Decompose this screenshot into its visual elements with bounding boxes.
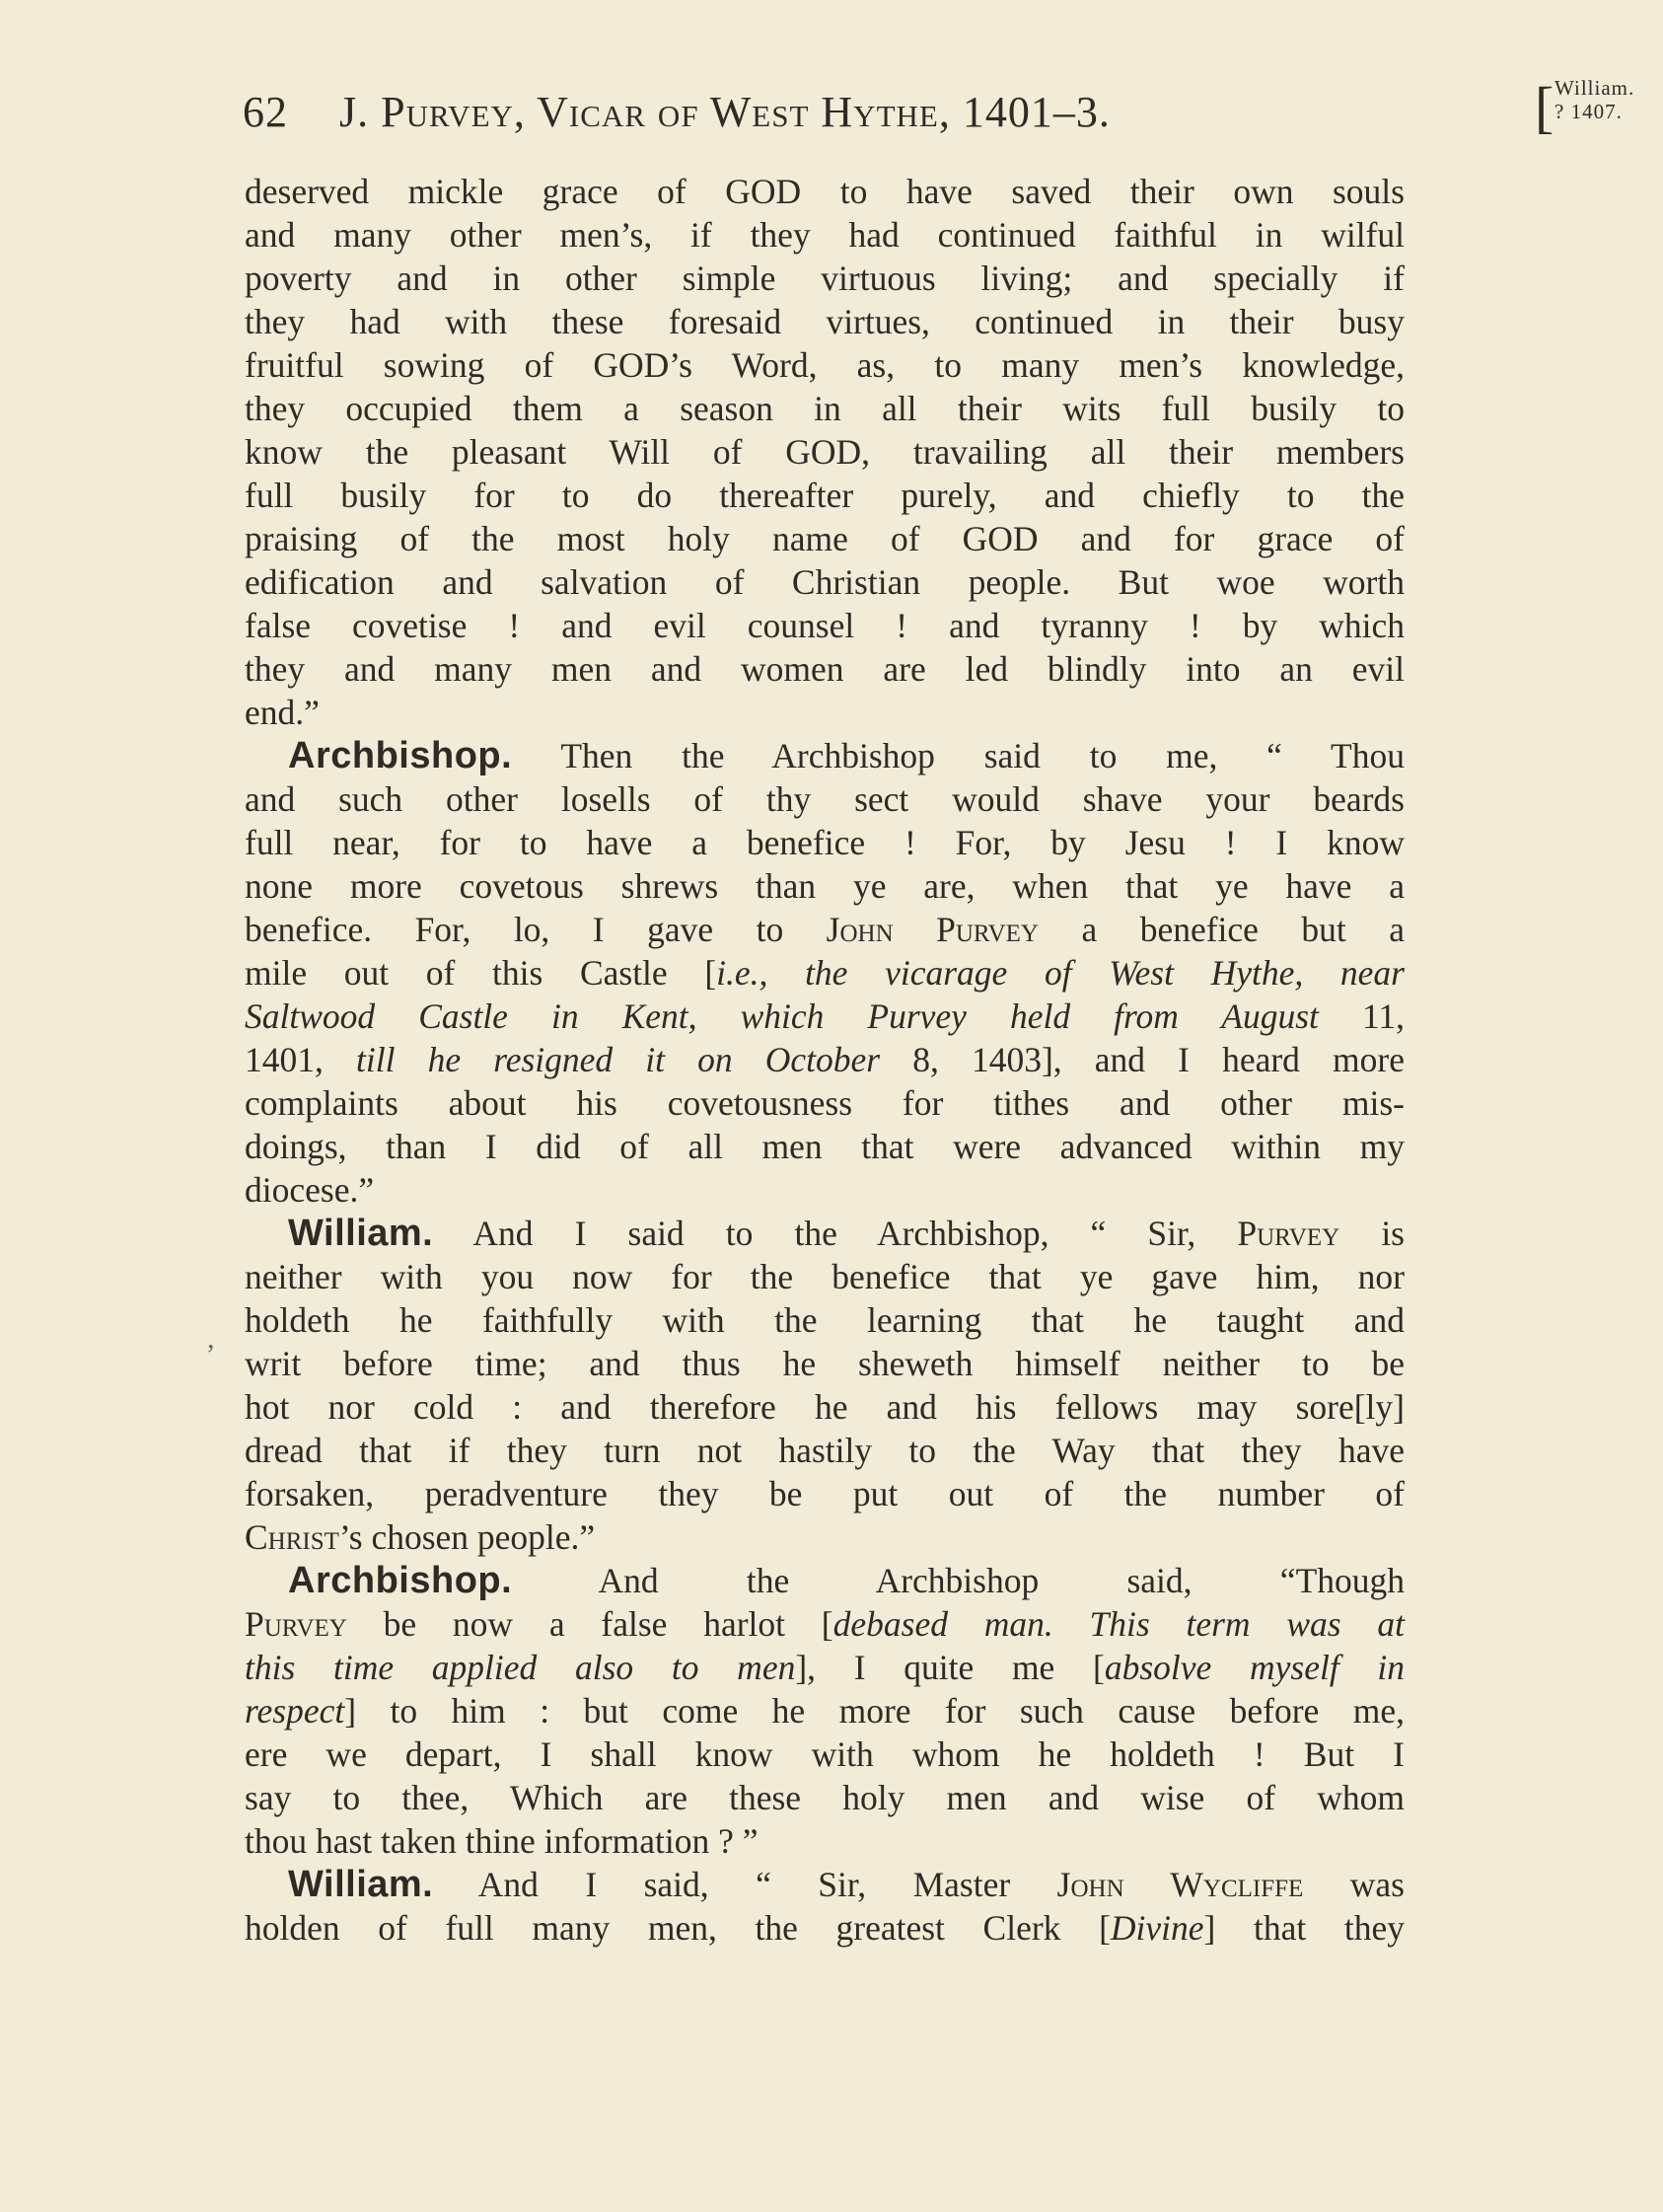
text-run: full near, for to have a benefice ! For, by Jesu ! I know <box>245 823 1405 862</box>
text-run: And I said, “ Sir, Master <box>433 1865 1057 1904</box>
text-run: say to thee, Which are these holy men and wise of whom <box>245 1778 1405 1817</box>
margin-mark: , <box>207 1322 215 1355</box>
speaker-label: William. <box>288 1864 434 1905</box>
text-run: end.” <box>245 693 320 732</box>
italic-text: till he resigned it on October <box>356 1040 881 1079</box>
text-run: benefice. For, lo, I gave to <box>245 910 827 949</box>
text-line <box>245 474 1405 517</box>
text-run: is <box>1339 1214 1405 1253</box>
text-line <box>245 560 1405 604</box>
text-run: ], I quite me [ <box>795 1648 1105 1687</box>
text-run: edification and salvation of Christian people. But woe worth <box>245 562 1405 602</box>
text-run: dread that if they turn not hastily to the Way that they have <box>245 1431 1405 1470</box>
speaker-label: Archbishop. <box>288 735 513 776</box>
text-line <box>245 1819 1405 1863</box>
text-line <box>245 1168 1405 1212</box>
text-line <box>245 777 1405 821</box>
text-run: and many other men’s, if they had continued faithful in wilful <box>245 215 1405 255</box>
text-run: Purvey <box>245 1604 347 1644</box>
body-text <box>245 170 1405 1950</box>
text-run: 11, <box>1318 996 1406 1036</box>
text-line <box>245 1863 1405 1906</box>
text-run: they occupied them a season in all their wits full busily to <box>245 389 1405 428</box>
speaker-label: William. <box>288 1213 434 1254</box>
text-run: ] to him : but come he more for such cause before me, <box>344 1691 1405 1731</box>
text-run: holden of full many men, the greatest Clerk [ <box>245 1908 1111 1948</box>
text-run: they and many men and women are led blindly into an evil <box>245 649 1405 689</box>
text-line <box>245 647 1405 691</box>
text-run: diocese.” <box>245 1170 375 1210</box>
text-run: John Purvey <box>826 910 1039 949</box>
text-run: forsaken, peradventure they be put out of the number of <box>245 1474 1405 1513</box>
text-line <box>245 1689 1405 1733</box>
text-run: mile out of this Castle [ <box>245 953 717 993</box>
text-run: thou hast taken thine information ? ” <box>245 1821 759 1861</box>
text-line <box>245 1255 1405 1298</box>
text-line <box>245 213 1405 257</box>
date-year: ? 1407. <box>1555 100 1623 123</box>
italic-text: Saltwood Castle in Kent, which Purvey held from August <box>245 996 1319 1036</box>
text-line <box>245 1906 1405 1950</box>
date-bracket <box>1535 75 1663 139</box>
text-line <box>245 951 1405 995</box>
text-run: neither with you now for the benefice that ye gave him, nor <box>245 1257 1405 1296</box>
text-run: full busily for to do thereafter purely, and chiefly to the <box>245 476 1405 515</box>
text-run: doings, than I did of all men that were advanced within my <box>245 1127 1405 1166</box>
text-run: and such other losells of thy sect would shave your beards <box>245 779 1405 819</box>
text-line <box>245 300 1405 343</box>
text-run: 1401, <box>245 1040 356 1079</box>
bracket-glyph: [ <box>1535 75 1555 139</box>
speaker-label: Archbishop. <box>288 1560 513 1601</box>
text-line <box>245 1733 1405 1776</box>
text-line <box>245 1212 1405 1255</box>
text-run: be now a false harlot [ <box>346 1604 833 1644</box>
text-line <box>245 1429 1405 1472</box>
text-run: And the Archbishop said, “Though <box>512 1561 1405 1600</box>
text-line <box>245 1385 1405 1429</box>
text-line <box>245 604 1405 647</box>
text-line <box>245 1559 1405 1602</box>
text-run: false covetise ! and evil counsel ! and tyranny ! by which <box>245 606 1405 645</box>
italic-text: respect <box>245 1691 345 1731</box>
page-number: 62 <box>243 88 288 136</box>
text-line <box>245 734 1405 777</box>
text-run: ] that they <box>1203 1908 1405 1948</box>
running-header <box>243 67 1635 139</box>
text-line <box>245 387 1405 430</box>
text-run: hot nor cold : and therefore he and his fellows may sore[ly] <box>245 1387 1405 1427</box>
text-run: was <box>1303 1865 1405 1904</box>
text-line <box>245 1125 1405 1168</box>
text-run: know the pleasant Will of GOD, travailing all their members <box>245 432 1405 472</box>
text-line <box>245 908 1405 951</box>
text-run: And I said to the Archbishop, “ Sir, <box>433 1214 1238 1253</box>
text-run: complaints about his covetousness for tithes and other mis- <box>245 1083 1405 1123</box>
text-run: ere we depart, I shall know with whom he holdeth ! But I <box>245 1734 1405 1774</box>
text-run: none more covetous shrews than ye are, when that ye have a <box>245 866 1405 906</box>
text-line <box>245 170 1405 213</box>
text-run: ’s chosen people.” <box>338 1517 596 1557</box>
text-line <box>245 430 1405 474</box>
text-line <box>245 864 1405 908</box>
text-run: a benefice but a <box>1038 910 1405 949</box>
text-line <box>245 995 1405 1038</box>
italic-text: Divine <box>1110 1908 1204 1948</box>
text-line <box>245 257 1405 300</box>
running-title: J. Purvey, Vicar of West Hythe, 1401–3. <box>339 88 1111 136</box>
date-speaker: William. <box>1555 76 1635 100</box>
text-run: 8, 1403], and I heard more <box>880 1040 1405 1079</box>
italic-text: absolve myself in <box>1104 1648 1405 1687</box>
text-run: John Wycliffe <box>1056 1865 1304 1904</box>
text-line <box>245 1515 1405 1559</box>
text-run: holdeth he faithfully with the learning that he taught and <box>245 1300 1405 1340</box>
text-line <box>245 1298 1405 1342</box>
italic-text: this time applied also to men <box>245 1648 796 1687</box>
text-run: writ before time; and thus he sheweth himself neither to be <box>245 1344 1405 1383</box>
text-run: Christ <box>245 1517 339 1557</box>
text-run: fruitful sowing of GOD’s Word, as, to many men’s knowledge, <box>245 345 1405 385</box>
text-line <box>245 343 1405 387</box>
italic-text: i.e., the vicarage of West Hythe, near <box>716 953 1405 993</box>
text-run: poverty and in other simple virtuous living; and specially if <box>245 258 1405 298</box>
text-run: they had with these foresaid virtues, continued in their busy <box>245 302 1405 341</box>
text-line <box>245 1038 1405 1081</box>
italic-text: debased man. This term was at <box>832 1604 1405 1644</box>
text-line <box>245 517 1405 560</box>
text-line <box>245 1776 1405 1819</box>
text-line <box>245 821 1405 864</box>
text-line <box>245 1342 1405 1385</box>
text-run: deserved mickle grace of GOD to have saved their own souls <box>245 172 1405 211</box>
text-line <box>245 1472 1405 1515</box>
text-run: praising of the most holy name of GOD and for grace of <box>245 519 1405 558</box>
text-line <box>245 1081 1405 1125</box>
text-run: Purvey <box>1237 1214 1340 1253</box>
text-line <box>245 1602 1405 1646</box>
text-run: Then the Archbishop said to me, “ Thou <box>512 736 1405 775</box>
text-line <box>245 1646 1405 1689</box>
text-line <box>245 691 1405 734</box>
